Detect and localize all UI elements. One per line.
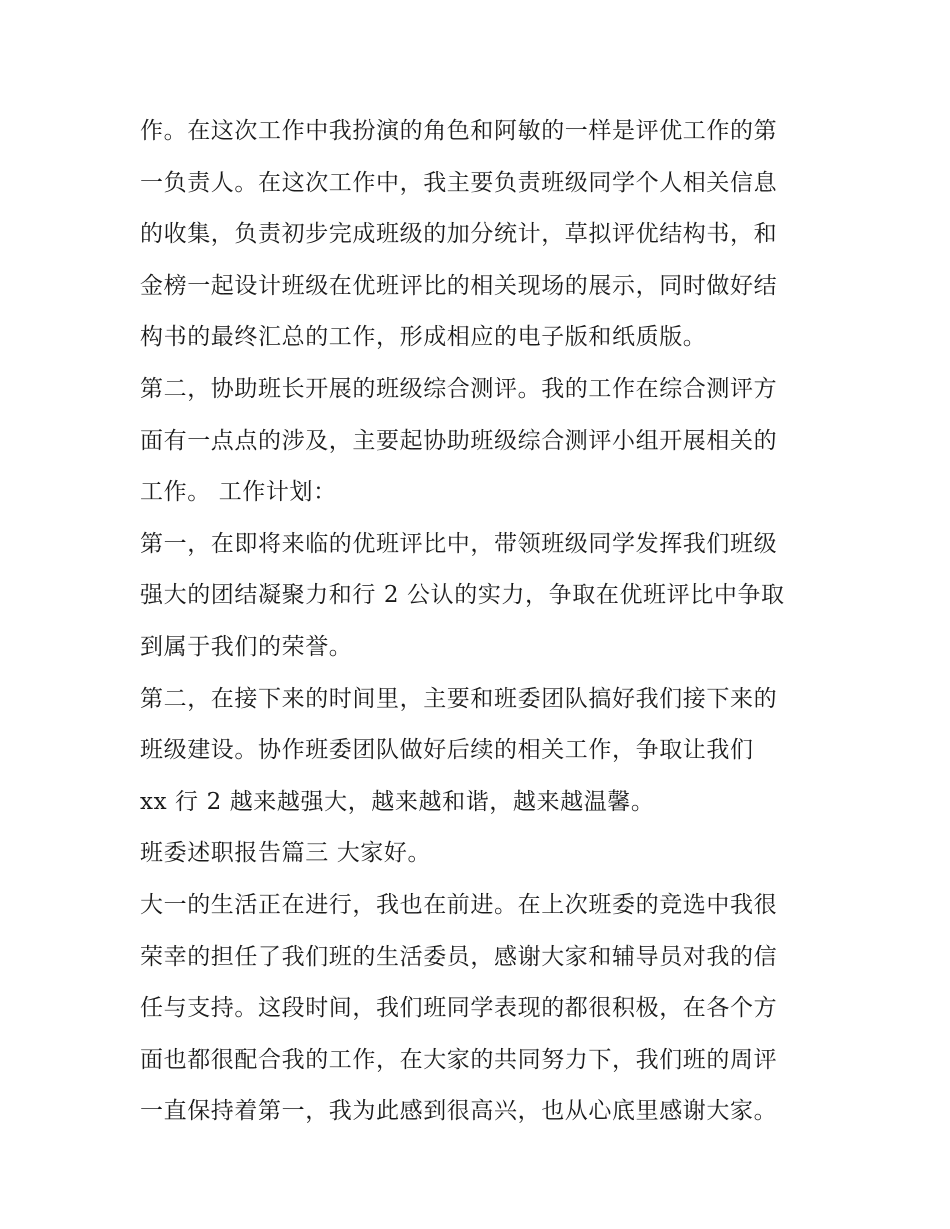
text-line: 作。在这次工作中我扮演的角色和阿敏的一样是评优工作的第 (140, 118, 778, 144)
text-line: 班委述职报告篇三 大家好。 (140, 840, 432, 867)
text-line: 到属于我们的荣誉。 (140, 633, 353, 660)
text-line: 一负责人。在这次工作中，我主要负责班级同学个人相关信息 (140, 169, 778, 196)
text-line: 构书的最终汇总的工作，形成相应的电子版和纸质版。 (140, 324, 707, 351)
text-line: 第二，在接下来的时间里，主要和班委团队搞好我们接下来的 (140, 685, 778, 712)
text-line: 班级建设。协作班委团队做好后续的相关工作，争取让我们 (140, 737, 754, 764)
text-line: 第一，在即将来临的优班评比中，带领班级同学发挥我们班级 (140, 530, 778, 557)
text-line: 面也都很配合我的工作，在大家的共同努力下，我们班的周评 (140, 1046, 778, 1073)
text-line: 一直保持着第一，我为此感到很高兴，也从心底里感谢大家。 (140, 1098, 778, 1125)
text-line: 大一的生活正在进行，我也在前进。在上次班委的竞选中我很 (140, 891, 778, 918)
text-line: 金榜一起设计班级在优班评比的相关现场的展示，同时做好结 (140, 272, 778, 299)
text-line: 强大的团结凝聚力和行 2 公认的实力，争取在优班评比中争取 (140, 582, 785, 609)
text-line: 工作。 工作计划： (140, 479, 337, 506)
text-line: 的收集，负责初步完成班级的加分统计，草拟评优结构书，和 (140, 221, 778, 248)
document-body (140, 106, 815, 1138)
text-line: 任与支持。这段时间，我们班同学表现的都很积极，在各个方 (140, 995, 778, 1022)
text-line: 面有一点点的涉及，主要起协助班级综合测评小组开展相关的 (140, 427, 778, 454)
text-line: xx 行 2 越来越强大，越来越和谐，越来越温馨。 (140, 788, 655, 815)
text-line: 荣幸的担任了我们班的生活委员，感谢大家和辅导员对我的信 (140, 943, 778, 970)
text-line: 第二，协助班长开展的班级综合测评。我的工作在综合测评方 (140, 375, 778, 402)
